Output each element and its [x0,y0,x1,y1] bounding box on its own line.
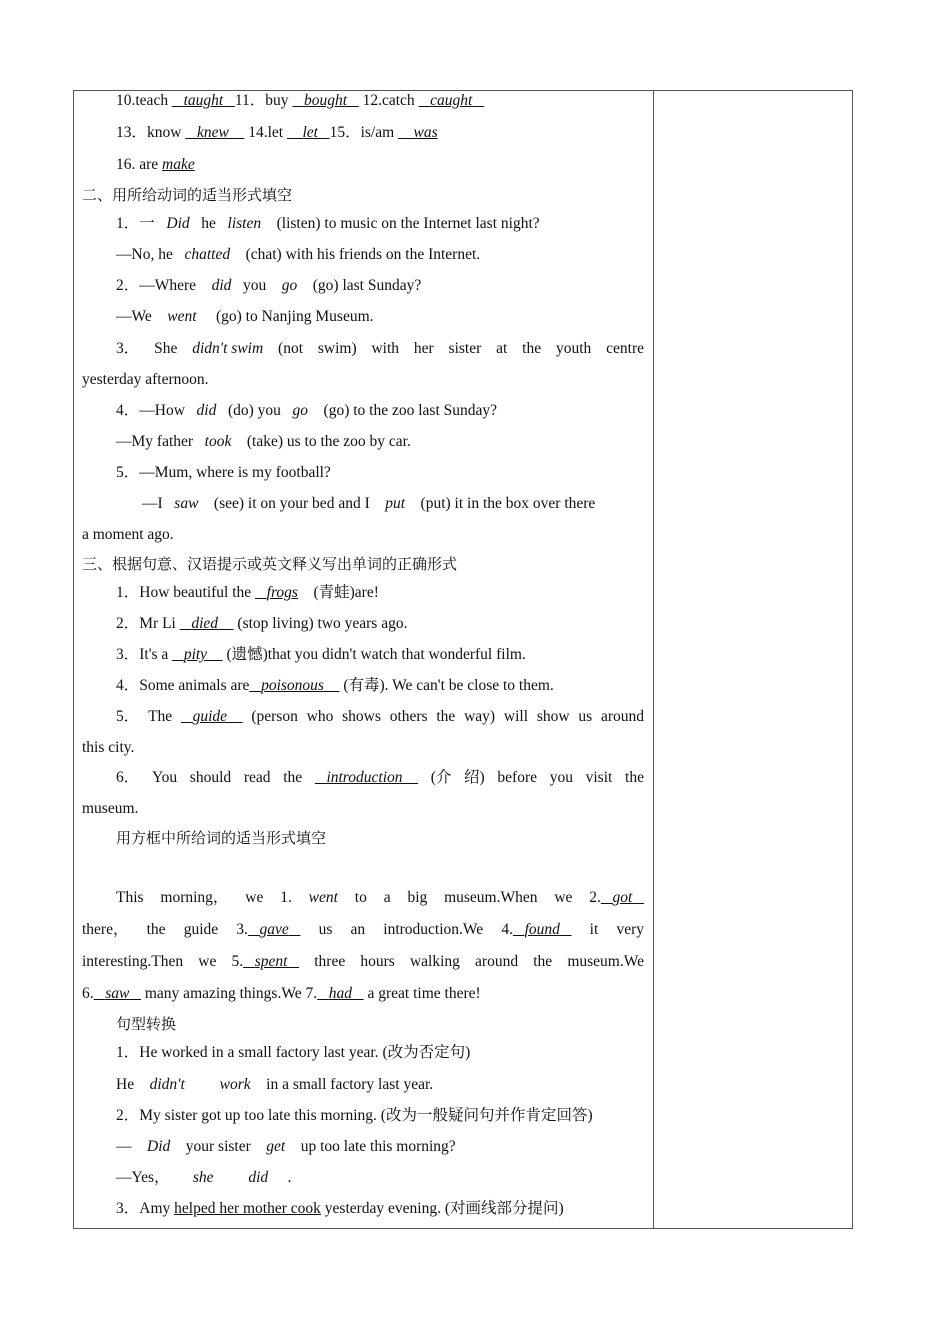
answer: took [204,433,232,450]
word: should [189,769,232,786]
word: an [350,921,366,938]
question-3-2 [82,613,644,635]
item-text: (go) to Nanjing Museum. [212,308,374,325]
item-text: many amazing things.We 7. [141,985,318,1002]
verb-forms-row-2 [82,122,644,144]
word: visit [585,769,613,786]
word: (person [251,708,298,725]
word: shows [342,708,381,725]
word: others [389,708,428,725]
word: the [533,953,553,970]
item-text: (go) last Sunday? [308,277,422,294]
answer: let [302,124,318,141]
section-heading-3: 三、根据句意、汉语提示或英文释义写出单词的正确形式 [82,555,458,573]
item-text: he [197,215,220,232]
answer: chatted [184,246,231,263]
question-5-2-answer [82,1136,644,1158]
word: us [578,708,593,725]
word: 2. [589,889,601,906]
answer: Did [166,215,190,232]
word: there， [82,921,129,938]
verb-forms-row-1 [82,90,644,112]
word: (not [278,340,303,357]
answer: make [162,156,195,173]
word: 5. [231,953,244,970]
question-2-3 [82,338,644,360]
word: museum.We [567,953,644,970]
word: youth [555,340,592,357]
item-text: 15．is/am [329,124,399,141]
item-text: 2．My sister got up too late this morning. [116,1107,381,1124]
word: interesting.Then [82,953,184,970]
question-3-3 [82,644,644,666]
word: before [497,769,537,786]
answer: taught [183,92,224,109]
item-text: 11．buy [234,92,293,109]
item-text: a great time there! [363,985,481,1002]
question-3-5 [82,706,644,728]
word: 5． [116,708,140,725]
item-text: (stop living) two years ago. [233,615,408,632]
word: will [503,708,529,725]
item-text: (take) us to the zoo by car. [242,433,411,450]
word: swim) [317,340,357,357]
word: guide [183,921,219,938]
word: way) [464,708,496,725]
word: morning， [160,889,229,906]
answer: work [219,1076,251,1093]
question-3-1 [82,582,644,604]
instruction: (改为一般疑问句并作肯定回答) [380,1107,593,1124]
word: 4. [501,921,513,938]
answer: introduction [326,769,403,786]
word: 1. [280,889,292,906]
word: with [371,340,400,357]
word: read [243,769,271,786]
word: (介 [430,769,452,786]
word: show [536,708,570,725]
item-text: 14.let [244,124,287,141]
question-2-1-reply [82,244,644,266]
word: a [383,889,391,906]
section-heading-5: 句型转换 [116,1015,177,1033]
item-text: your sister [181,1138,255,1155]
item-text: . [283,1169,292,1186]
answer: did [211,277,232,294]
section-heading-4: 用方框中所给词的适当形式填空 [116,829,327,847]
word: This [116,889,144,906]
answer: get [266,1138,286,1155]
item-text: 4．Some animals are [116,677,250,694]
word: three [314,953,346,970]
item-text: —My father [116,433,197,450]
item-text: (put) it in the box over there [416,495,596,512]
word: 绍) [464,769,485,786]
word: 3． [116,340,140,357]
answer: got [612,889,633,906]
item-text: 2．Mr Li [116,615,180,632]
answer: saw [105,985,130,1002]
question-3-6 [82,767,644,789]
item-text: (青蛙)are! [309,584,379,601]
question-2-5: 5．—Mum, where is my football? [116,464,331,481]
answer: poisonous [261,677,324,694]
answer: pity [183,646,208,663]
question-2-4 [82,400,644,422]
word: 6． [116,769,140,786]
answer: did [248,1169,269,1186]
word: it [589,921,599,938]
question-3-5-continued: this city. [82,739,135,756]
answer: didn't [149,1076,185,1093]
word: around [475,953,519,970]
word: us [318,921,333,938]
answer: gave [259,921,289,938]
question-5-2-reply [82,1167,644,1189]
question-3-4 [82,675,644,697]
word: walking [409,953,460,970]
answer: saw [174,495,199,512]
instruction: (改为否定句) [382,1044,471,1061]
item-text: 3．Amy [116,1200,175,1217]
question-3-6-continued: museum. [82,800,139,817]
word: You [151,769,178,786]
item-text: yesterday evening. [320,1200,445,1217]
word: museum.When [444,889,538,906]
question-5-1 [82,1042,644,1064]
word: 3. [236,921,248,938]
item-text: 1．一 [116,215,159,232]
word: big [407,889,428,906]
answer: Did [147,1138,171,1155]
word: we [554,889,573,906]
item-text: (listen) to music on the Internet last night? [272,215,540,232]
item-text: 16. are [116,156,163,173]
question-2-1 [82,213,644,235]
answer: was [413,124,438,141]
answer: put [385,495,406,512]
word: The [148,708,173,725]
word: centre [606,340,644,357]
item-text: up too late this morning? [296,1138,456,1155]
word: you [549,769,573,786]
item-text: —No, he [116,246,177,263]
item-text: (chat) with his friends on the Internet. [241,246,481,263]
item-text: 1．How beautiful the [116,584,256,601]
word: we [245,889,264,906]
answer: guide [192,708,228,725]
word: the [522,340,542,357]
item-text: (see) it on your bed and I [210,495,374,512]
question-2-5-reply [82,493,644,515]
answer: knew [196,124,229,141]
word: the [146,921,166,938]
word: around [600,708,644,725]
item-text: —We [116,308,156,325]
instruction: (对画线部分提问) [444,1200,564,1217]
answer: caught [430,92,473,109]
verb-forms-row-3 [82,154,644,176]
item-text: (有毒). We can't be close to them. [339,677,554,694]
item-text: 13．know [116,124,186,141]
answer: went [308,889,338,906]
question-5-1-answer [82,1074,644,1096]
answer: she [192,1169,214,1186]
word: who [306,708,334,725]
section-heading-2: 二、用所给动词的适当形式填空 [82,186,293,204]
word: to [354,889,367,906]
item-text: 6. [82,985,94,1002]
item-text: He [116,1076,138,1093]
question-2-2-reply [82,306,644,328]
word: the [625,769,644,786]
passage-line-4 [82,983,644,1005]
item-text: (do) you [224,402,285,419]
question-2-4-reply [82,431,644,453]
item-text: (遗憾)that you didn't watch that wonderful film. [222,646,526,663]
item-text: (go) to the zoo last Sunday? [319,402,498,419]
answer: frogs [266,584,298,601]
word: She [154,340,178,357]
word: we [198,953,217,970]
item-text: —Yes， [116,1169,174,1186]
word: the [436,708,456,725]
question-2-3-continued: yesterday afternoon. [82,371,209,388]
item-text: 3．It's a [116,646,173,663]
answer: spent [254,953,288,970]
item-text: — [116,1138,136,1155]
item-text: 10.teach [116,92,172,109]
item-text: —I [142,495,167,512]
item-text: you [239,277,271,294]
item-text: 1．He worked in a small factory last year. [116,1044,383,1061]
answer: go [292,402,309,419]
question-5-2 [82,1105,644,1127]
answer: listen [227,215,262,232]
word: at [496,340,508,357]
passage-line-3 [82,951,644,973]
answer: did [196,402,217,419]
underlined-phrase: helped her mother cook [174,1200,321,1217]
word: very [616,921,644,938]
answer: didn't swim [192,340,264,357]
passage-line-1 [82,887,644,909]
answer: went [167,308,197,325]
answer: had [328,985,352,1002]
word: introduction.We [383,921,484,938]
answer: found [524,921,560,938]
question-2-5-continued: a moment ago. [82,526,174,543]
question-5-3 [82,1198,644,1220]
item-text: 12.catch [358,92,419,109]
item-text: in a small factory last year. [262,1076,434,1093]
answer: go [281,277,298,294]
answer: bought [304,92,348,109]
word: her [413,340,434,357]
word: hours [360,953,395,970]
word: sister [448,340,482,357]
table-column-divider [653,90,654,1229]
passage-line-2 [82,919,644,941]
question-2-2 [82,275,644,297]
word: the [283,769,303,786]
answer: died [191,615,219,632]
item-text: 4．—How [116,402,189,419]
item-text: 2．—Where [116,277,200,294]
